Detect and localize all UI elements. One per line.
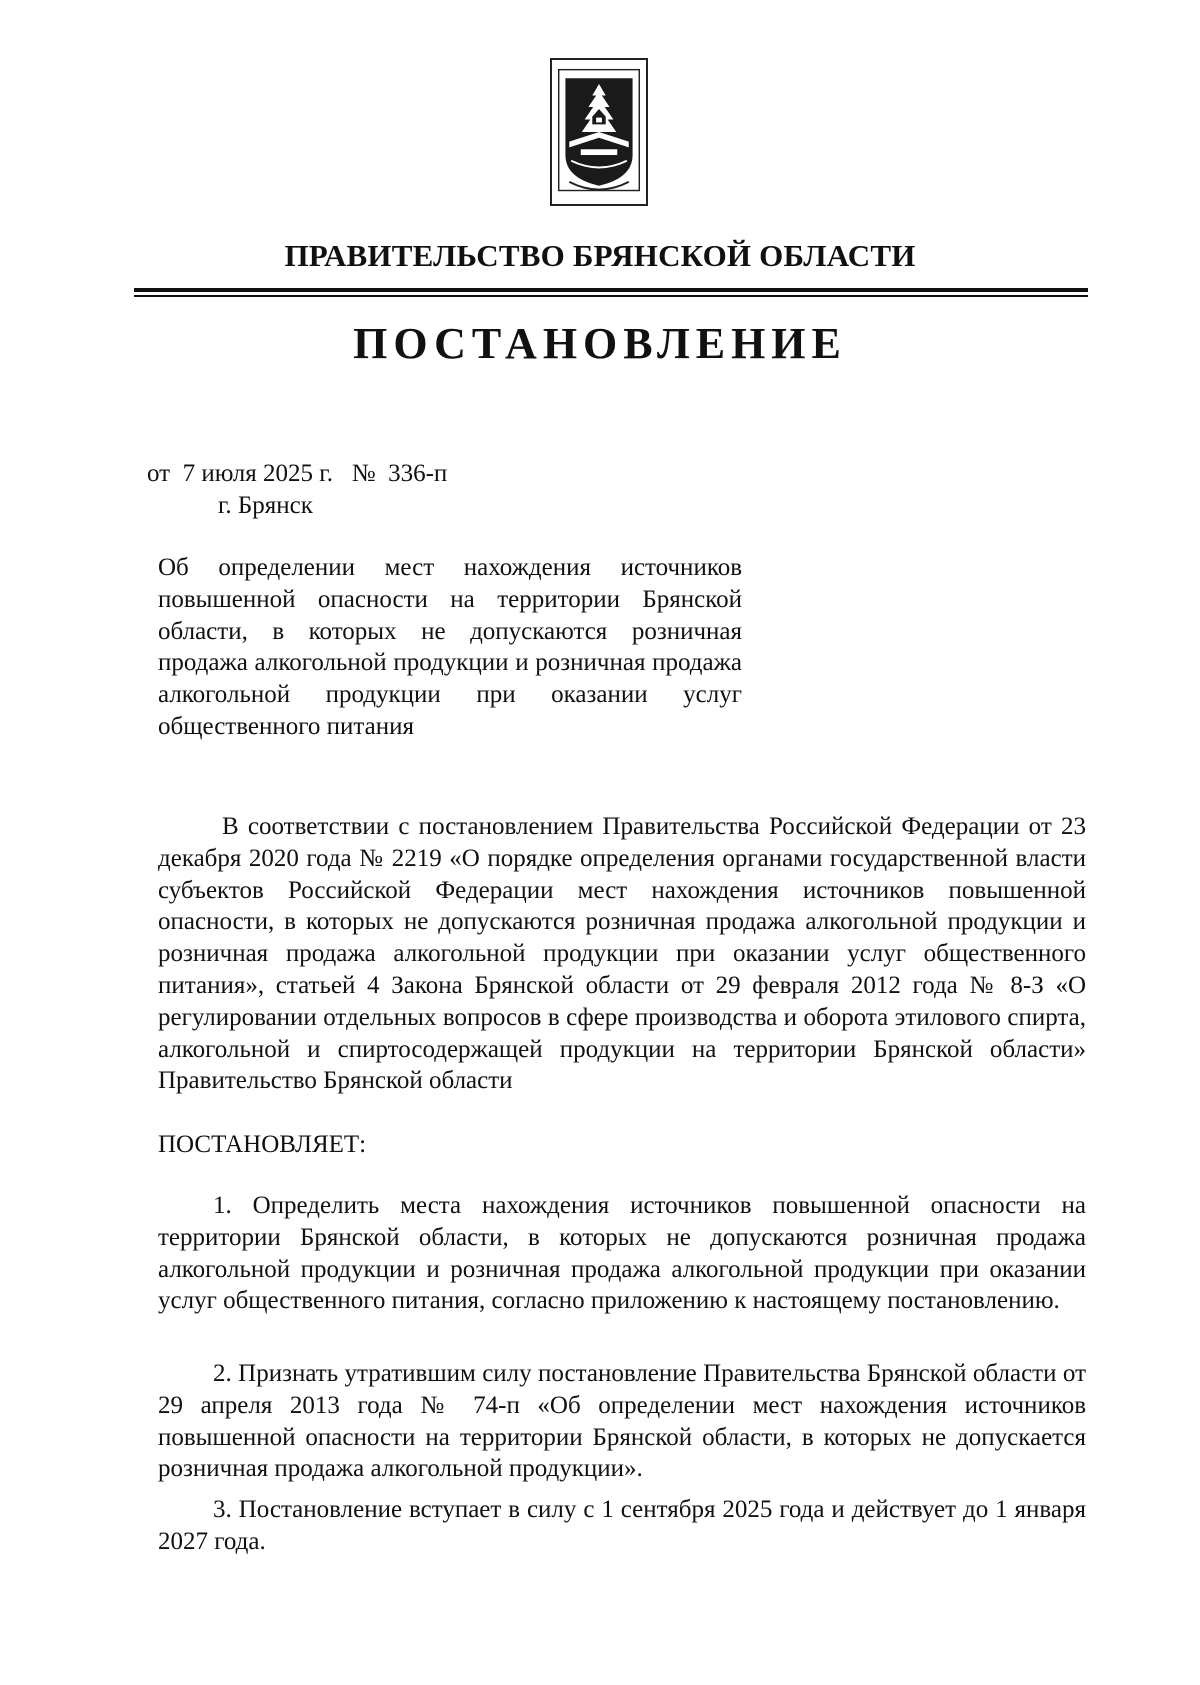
- document-date: 7 июля 2025 г.: [182, 460, 333, 487]
- preamble-paragraph: В соответствии с постановлением Правительства Российской Федерации от 23 декабря 2020 года № 2219 «О порядке определения органами государственной власти субъектов Российской Федерации мест нахождения источников повышенной опасности, в которых не допускаются розничная продажа алкогольной продукции и розничная продажа алкогольной продукции при оказании услуг общественного питания», статьей 4 Закона Брянской области от 29 февраля 2012 года № 8-З «О регулировании отдельных вопросов в сфере производства и оборота этилового спирта, алкогольной и спиртосодержащей продукции на территории Брянской области» Правительство Брянской области: [158, 813, 1086, 1095]
- decree-word: ПОСТАНОВЛЯЕТ:: [158, 1131, 367, 1158]
- header-divider-thin: [134, 295, 1088, 297]
- document-type-title: ПОСТАНОВЛЕНИЕ: [353, 319, 847, 368]
- organization-title: ПРАВИТЕЛЬСТВО БРЯНСКОЙ ОБЛАСТИ: [284, 238, 916, 273]
- header-divider-thick: [134, 288, 1088, 292]
- document-subject: Об определении мест нахождения источников повышенной опасности на территории Брянской области, в которых не допускаются розничная продажа алкогольной продукции и розничная продажа алкогольной продукции при оказании услуг общественного питания: [158, 554, 742, 740]
- decree-item-1: 1. Определить места нахождения источников повышенной опасности на территории Брянской области, в которых не допускаются розничная продажа алкогольной продукции и розничная продажа алкогольной продукции при оказании услуг общественного питания, согласно приложению к настоящему постановлению.: [158, 1192, 1086, 1315]
- document-date-number: [147, 460, 447, 488]
- date-prefix: от: [147, 460, 171, 487]
- document-city: г. Брянск: [218, 492, 313, 519]
- decree-item-2: 2. Признать утратившим силу постановление Правительства Брянской области от 29 апреля 2013 года № 74-п «Об определении мест нахождения источников повышенной опасности на территории Брянской области, в которых не допускается розничная продажа алкогольной продукции».: [158, 1360, 1086, 1483]
- decree-item-3: 3. Постановление вступает в силу с 1 сентября 2025 года и действует до 1 января 2027 года.: [158, 1496, 1086, 1555]
- coat-of-arms-icon: [550, 58, 648, 206]
- number-sign: №: [351, 460, 376, 487]
- document-number: 336-п: [388, 460, 448, 487]
